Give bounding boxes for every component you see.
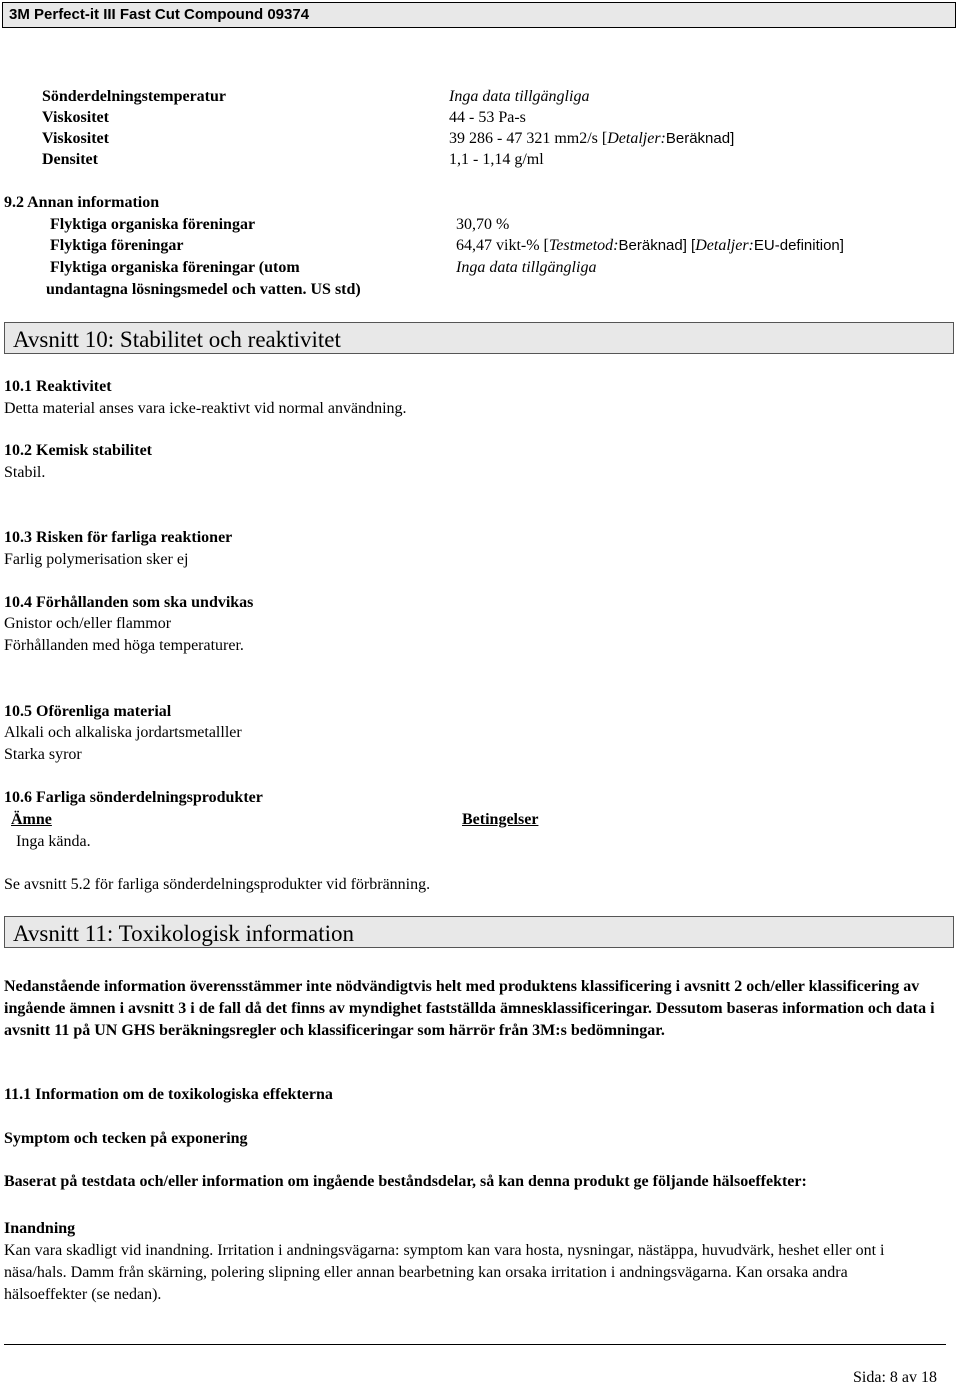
body-text: Baserat på testdata och/eller information om ingående beståndsdelar, så kan denna produkt ge följande hälsoeffekter: <box>4 1173 807 1190</box>
body-text: Gnistor och/eller flammor <box>4 615 172 632</box>
document-title: 3M Perfect-it III Fast Cut Compound 09374 <box>9 6 310 23</box>
section-11-header <box>4 916 954 948</box>
prop-label: Sönderdelningstemperatur <box>42 88 226 105</box>
subsection-heading: 10.3 Risken för farliga reaktioner <box>4 529 233 546</box>
prop-label: Densitet <box>42 151 98 168</box>
prop-value: 1,1 - 1,14 g/ml <box>449 151 544 168</box>
info-label: Flyktiga organiska föreningar <box>50 216 256 233</box>
section-title: Avsnitt 10: Stabilitet och reaktivitet <box>13 327 341 352</box>
body-text: Alkali och alkaliska jordartsmetalller <box>4 724 242 741</box>
document-header <box>2 2 956 28</box>
body-text: Starka syror <box>4 746 82 763</box>
subsection-heading: 10.4 Förhållanden som ska undvikas <box>4 594 254 611</box>
footer-divider <box>4 1344 946 1345</box>
page-number: Sida: 8 av 18 <box>853 1369 937 1386</box>
body-text: Farlig polymerisation sker ej <box>4 551 189 568</box>
info-value: 30,70 % <box>456 216 510 233</box>
body-text: Detta material anses vara icke-reaktivt vid normal användning. <box>4 400 407 417</box>
subsection-heading: 11.1 Information om de toxikologiska effekterna <box>4 1086 333 1103</box>
section-title: Avsnitt 11: Toxikologisk information <box>13 921 355 946</box>
prop-value: Inga data tillgängliga <box>449 88 590 105</box>
subsection-heading: 10.2 Kemisk stabilitet <box>4 442 152 459</box>
info-label: Flyktiga föreningar <box>50 237 184 254</box>
body-paragraph: Kan vara skadligt vid inandning. Irritation i andningsvägarna: symptom kan vara hosta, nysningar, nästäppa, huvudvärk, heshet eller ont i näsa/hals. Damm från skärning, polering slipning eller annan bearbetning kan orsaka irritation i andningsvägarna. Kan orsaka andra hälsoeffekter (se nedan). <box>4 1242 885 1303</box>
subsection-heading: Symptom och tecken på exponering <box>4 1130 248 1147</box>
prop-label: Viskositet <box>42 130 109 147</box>
subsection-heading: 10.1 Reaktivitet <box>4 378 112 395</box>
info-label-cont: undantagna lösningsmedel och vatten. US std) <box>46 281 361 298</box>
info-value: 64,47 vikt-% [Testmetod:Beräknad] [Detaljer:EU-definition] <box>456 237 844 254</box>
intro-paragraph: Nedanstående information överensstämmer inte nödvändigtvis helt med produktens klassificering i avsnitt 2 och/eller klassificering av ingående ämnen i avsnitt 3 i de fall då det finns av myndighet fastställda ämnesklassificeringar. Dessutom baseras information och data i avsnitt 11 på UN GHS beräkningsregler och klassificeringar som härrör från 3M:s bedömningar. <box>4 978 935 1039</box>
prop-label: Viskositet <box>42 109 109 126</box>
subsection-heading: 9.2 Annan information <box>4 194 160 211</box>
body-text: Se avsnitt 5.2 för farliga sönderdelningsprodukter vid förbränning. <box>4 876 431 893</box>
subsection-heading: 10.5 Oförenliga material <box>4 703 172 720</box>
body-text: Förhållanden med höga temperaturer. <box>4 637 244 654</box>
body-text: Stabil. <box>4 464 46 481</box>
subsection-heading: Inandning <box>4 1220 76 1237</box>
prop-value: 44 - 53 Pa-s <box>449 109 526 126</box>
prop-value: 39 286 - 47 321 mm2/s [Detaljer:Beräknad] <box>449 130 735 147</box>
column-header-substance: Ämne <box>11 811 52 828</box>
table-cell: Inga kända. <box>16 833 91 850</box>
info-label: Flyktiga organiska föreningar (utom <box>50 259 300 276</box>
section-10-header <box>4 322 954 354</box>
column-header-conditions: Betingelser <box>462 811 539 828</box>
info-value: Inga data tillgängliga <box>456 259 597 276</box>
subsection-heading: 10.6 Farliga sönderdelningsprodukter <box>4 789 263 806</box>
